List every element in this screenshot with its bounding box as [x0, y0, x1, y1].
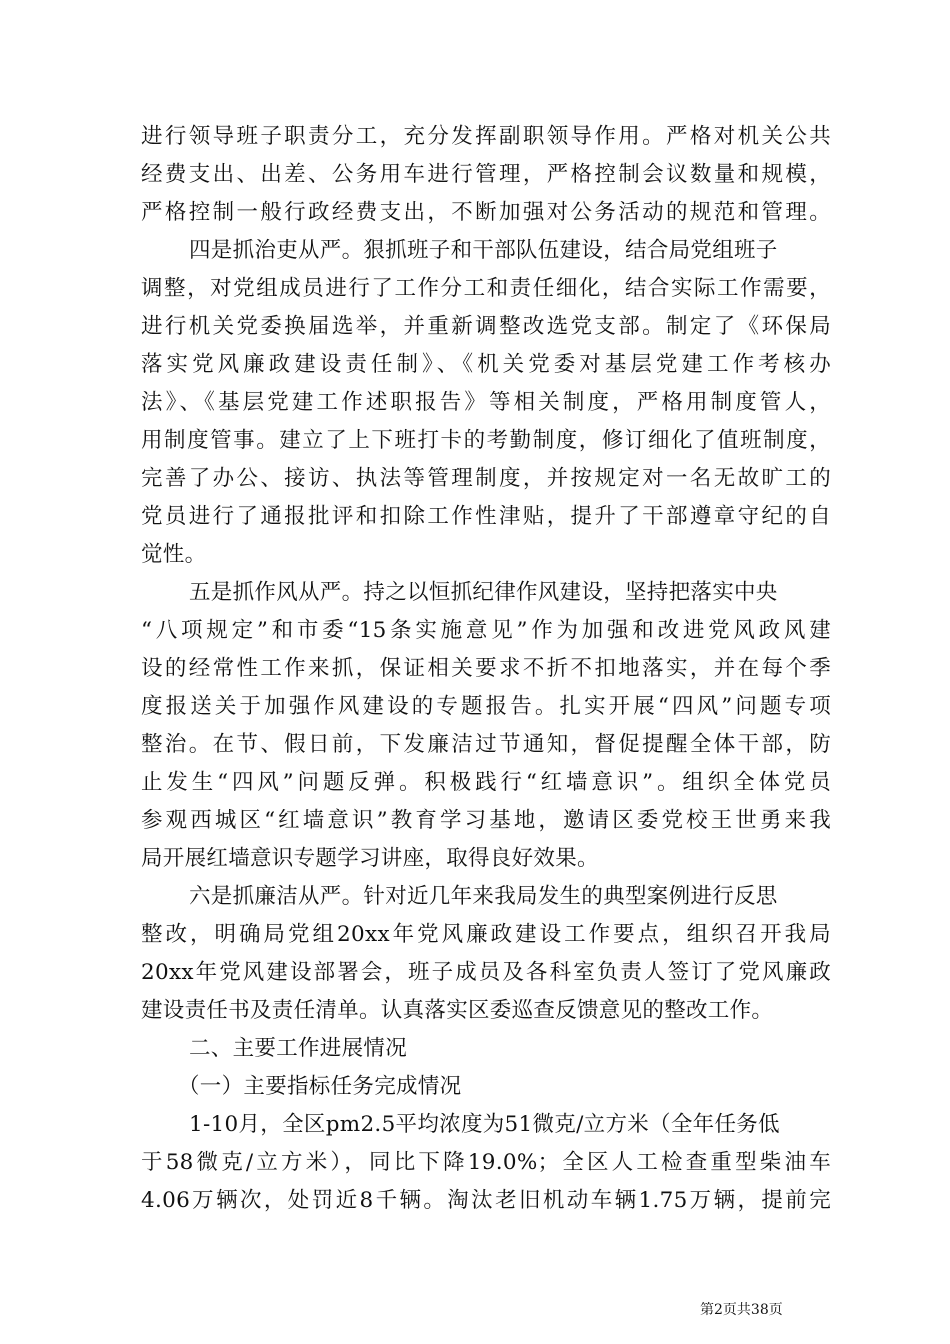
body-text-line: “八项规定”和市委“15条实施意见”作为加强和改进党风政风建	[141, 618, 831, 643]
body-text-line: 用制度管事。建立了上下班打卡的考勤制度，修订细化了值班制度，	[141, 428, 831, 453]
body-text-line: 整治。在节、假日前，下发廉洁过节通知，督促提醒全体干部，防	[141, 732, 831, 757]
paragraph-heading-line: 六是抓廉洁从严。针对近几年来我局发生的典型案例进行反思	[189, 884, 778, 909]
body-text-line: 进行机关党委换届选举，并重新调整改选党支部。制定了《环保局	[141, 314, 831, 339]
body-text-line: 4.06万辆次，处罚近8千辆。淘汰老旧机动车辆1.75万辆，提前完	[141, 1188, 831, 1213]
body-text-line: 20xx年党风建设部署会，班子成员及各科室负责人签订了党风廉政	[141, 960, 831, 985]
body-text-line: 党员进行了通报批评和扣除工作性津贴，提升了干部遵章守纪的自	[141, 504, 831, 529]
body-text-line: 落实党风廉政建设责任制》、《机关党委对基层党建工作考核办	[141, 352, 831, 377]
body-text-line: 设的经常性工作来抓，保证相关要求不折不扣地落实，并在每个季	[141, 656, 831, 681]
body-text-line: 度报送关于加强作风建设的专题报告。扎实开展“四风”问题专项	[141, 694, 831, 719]
body-text-line: 调整，对党组成员进行了工作分工和责任细化，结合实际工作需要，	[141, 276, 831, 301]
paragraph-heading-line: 四是抓治吏从严。狠抓班子和干部队伍建设，结合局党组班子	[189, 238, 778, 263]
body-text-line: 严格控制一般行政经费支出，不断加强对公务活动的规范和管理。	[141, 200, 831, 225]
body-text-line: 法》、《基层党建工作述职报告》等相关制度，严格用制度管人，	[141, 390, 831, 415]
body-text-line: 止发生“四风”问题反弹。积极践行“红墙意识”。组织全体党员	[141, 770, 831, 795]
body-text-line: 建设责任书及责任清单。认真落实区委巡查反馈意见的整改工作。	[141, 998, 774, 1023]
section-heading: 二、主要工作进展情况	[189, 1036, 408, 1061]
body-text-line: 进行领导班子职责分工，充分发挥副职领导作用。严格对机关公共	[141, 124, 831, 149]
paragraph-heading-line: 五是抓作风从严。持之以恒抓纪律作风建设，坚持把落实中央	[189, 580, 778, 605]
body-text-line: 于58微克/立方米），同比下降19.0%；全区人工检查重型柴油车	[141, 1150, 831, 1175]
subsection-heading: （一）主要指标任务完成情况	[178, 1074, 462, 1099]
body-text-line: 经费支出、出差、公务用车进行管理，严格控制会议数量和规模，	[141, 162, 831, 187]
body-text-line: 完善了办公、接访、执法等管理制度，并按规定对一名无故旷工的	[141, 466, 831, 491]
body-text-line: 参观西城区“红墙意识”教育学习基地，邀请区委党校王世勇来我	[141, 808, 831, 833]
body-text-line: 局开展红墙意识专题学习讲座，取得良好效果。	[141, 846, 599, 871]
page-number-footer: 第2页共38页	[700, 1302, 783, 1318]
body-text-line: 觉性。	[141, 542, 207, 567]
body-text-line: 整改，明确局党组20xx年党风廉政建设工作要点，组织召开我局	[141, 922, 831, 947]
paragraph-heading-line: 1-10月，全区pm2.5平均浓度为51微克/立方米（全年任务低	[189, 1112, 780, 1137]
